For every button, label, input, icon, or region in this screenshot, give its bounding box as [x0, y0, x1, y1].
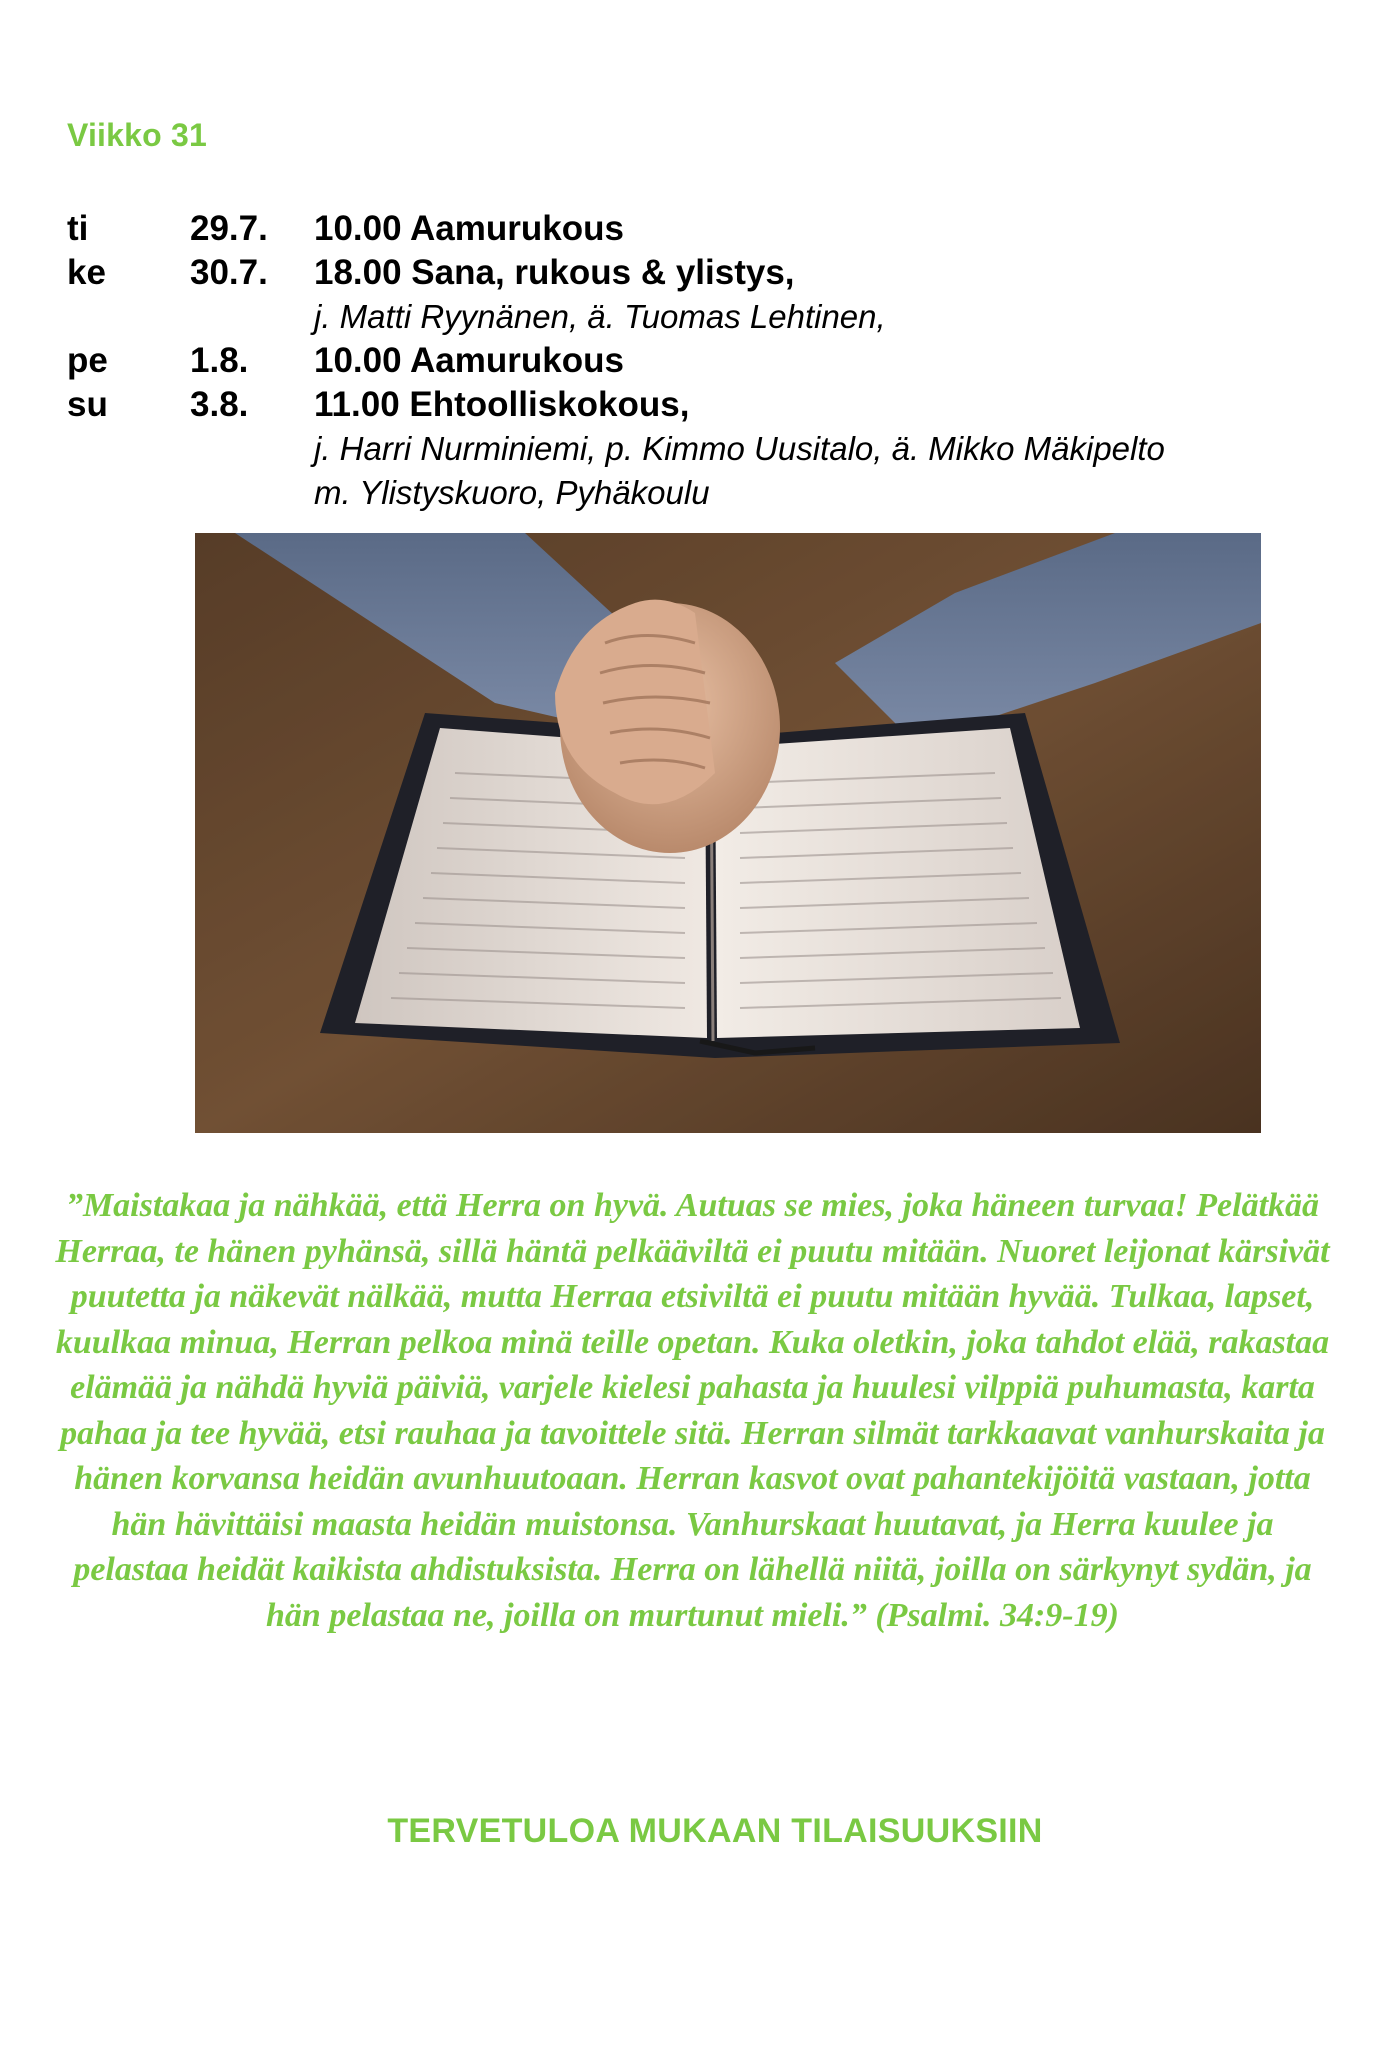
event-details: j. Harri Nurminiemi, p. Kimmo Uusitalo, ä. Mikko Mäkipelto: [314, 430, 1165, 467]
schedule-row: [67, 207, 1317, 251]
event-day: su: [67, 385, 108, 424]
schedule-row-detail: [67, 295, 1317, 339]
event-title: 18.00 Sana, rukous & ylistys,: [314, 253, 795, 292]
schedule-row: [67, 383, 1317, 427]
event-details: m. Ylistyskuoro, Pyhäkoulu: [314, 474, 710, 511]
event-date: 29.7.: [190, 209, 268, 248]
event-day: pe: [67, 341, 108, 380]
event-title: 11.00 Ehtoolliskokous,: [314, 385, 690, 424]
schedule-row: [67, 251, 1317, 295]
event-date: 3.8.: [190, 385, 249, 424]
event-day: ti: [67, 209, 89, 248]
event-day: ke: [67, 253, 106, 292]
event-title: 10.00 Aamurukous: [314, 209, 624, 248]
event-date: 1.8.: [190, 341, 249, 380]
schedule-row-detail: [67, 471, 1317, 515]
event-details: j. Matti Ryynänen, ä. Tuomas Lehtinen,: [314, 298, 886, 335]
scripture-quote: ”Maistakaa ja nähkää, että Herra on hyvä. Autuas se mies, joka häneen turvaa! Pelätkää Herraa, te hänen pyhänsä, sillä häntä pelkääviltä ei puutu mitään. Nuoret leijonat kärsivät puutetta ja näkevät nälkää, mutta Herraa etsiviltä ei puutu mitään hyvää. Tulkaa, lapset, kuulkaa minua, Herran pelkoa minä teille opetan. Kuka oletkin, joka tahdot elää, rakastaa elämää ja nähdä hyviä päiviä, varjele kielesi pahasta ja huulesi vilppiä puhumasta, karta pahaa ja tee hyvää, etsi rauhaa ja tavoittele sitä. Herran silmät tarkkaavat vanhurskaita ja hänen korvansa heidän avunhuutoaan. Herran kasvot ovat pahantekijöitä vastaan, jotta hän hävittäisi maasta heidän muistonsa. Vanhurskaat huutavat, ja Herra kuulee ja pelastaa heidät kaikista ahdistuksista. Herra on lähellä niitä, joilla on särkynyt sydän, ja hän pelastaa ne, joilla on murtunut mieli.” (Psalmi. 34:9-19): [55, 1187, 1330, 1634]
schedule-row: [67, 339, 1317, 383]
welcome-message: TERVETULOA MUKAAN TILAISUUKSIIN: [387, 1812, 1043, 1850]
event-schedule: [67, 207, 1317, 515]
event-title: 10.00 Aamurukous: [314, 341, 624, 380]
schedule-row-detail: [67, 427, 1317, 471]
week-heading: Viikko 31: [67, 117, 207, 153]
praying-hands-bible-photo: [195, 533, 1261, 1133]
event-date: 30.7.: [190, 253, 268, 292]
